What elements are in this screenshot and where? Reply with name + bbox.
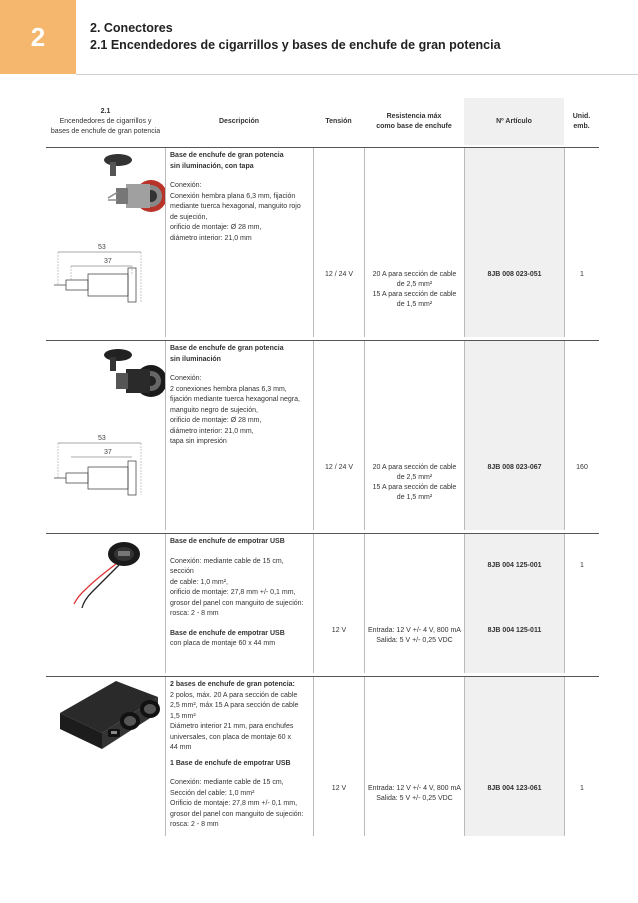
header-category: 2.1 Encendedores de cigarrillos y bases de enchufe de gran potencia xyxy=(50,107,161,135)
article-cell: 8JB 004 123-061 xyxy=(464,677,564,836)
header-resistance: Resistencia máx como base de enchufe xyxy=(376,112,452,130)
header-description: Descripción xyxy=(218,117,260,125)
article-cell: 8JB 008 023-067 xyxy=(464,341,564,530)
article-cell: 8JB 008 023-051 xyxy=(464,148,564,337)
table-header xyxy=(46,98,599,145)
voltage-cell: 12 V xyxy=(313,677,364,836)
table-row xyxy=(46,340,599,530)
usb-socket-image xyxy=(46,534,165,614)
product-image-cell xyxy=(46,534,165,673)
description-cell: Base de enchufe de empotrar USB Conexión: mediante cable de 15 cm, sección de cable: 1,0 mm², orificio de montaje: 27,8 mm +/- 0,1 mm, grosor del panel con manguito de sujeción: rosca: 2 - 8 mm Base de enchufe de empotrar USB con placa de montaje 60 x 44 mm xyxy=(165,534,313,673)
units-cell: 1 xyxy=(564,148,599,337)
resistance-cell: 20 A para sección de cable de 2,5 mm² 15 A para sección de cable de 1,5 mm² xyxy=(364,341,464,530)
section-title: 2.1 Encendedores de cigarrillos y bases de enchufe de gran potencia xyxy=(90,38,501,52)
header-units: Unid. emb. xyxy=(572,112,591,130)
units-cell: 1 xyxy=(564,677,599,836)
technical-drawing xyxy=(46,240,165,332)
dimension-drawing xyxy=(46,431,165,521)
description-cell: Base de enchufe de gran potencia sin iluminación, con tapa Conexión: Conexión hembra plana 6,3 mm, fijación mediante tuerca hexagonal, manguito rojo de sujeción, orificio de montaje: Ø 28 mm, diámetro interior: 21,0 mm xyxy=(165,148,313,337)
chapter-tab: 2 xyxy=(0,0,76,74)
dimension-drawing xyxy=(46,240,165,330)
product-image-cell xyxy=(46,148,165,337)
dim-inner: 37 xyxy=(104,258,112,265)
resistance-cell: 20 A para sección de cable de 2,5 mm² 15 A para sección de cable de 1,5 mm² xyxy=(364,148,464,337)
triple-socket-panel-image xyxy=(46,677,165,757)
header-divider xyxy=(76,74,638,75)
description-cell: Base de enchufe de gran potencia sin iluminación Conexión: 2 conexiones hembra planas 6,3 mm, fijación mediante tuerca hexagonal negra, manguito negro de sujeción, orificio de montaje: Ø 28 mm, diámetro interior: 21,0 mm, tapa sin impresión xyxy=(165,341,313,530)
chapter-title: 2. Conectores xyxy=(90,21,173,35)
description-cell: 2 bases de enchufe de gran potencia: 2 polos, máx. 20 A para sección de cable 2,5 mm², máx 15 A para sección de cable 1,5 mm² Diámetro interior 21 mm, para enchufes universales, con placa de montaje 60 x 44 mm 1 Base de enchufe de empotrar USB Conexión: mediante cable de 15 cm, Sección del cable: 1,0 mm² Orificio de montaje: 27,8 mm +/- 0,1 mm, grosor del panel con manguito de sujeción: rosca: 2 - 8 mm xyxy=(165,677,313,836)
dim-inner: 37 xyxy=(104,449,112,456)
page-header xyxy=(90,20,501,54)
units-cell: 1 xyxy=(564,534,599,673)
table-row xyxy=(46,533,599,673)
units-cell: 160 xyxy=(564,341,599,530)
table-row xyxy=(46,676,599,836)
resistance-cell: Entrada: 12 V +/- 4 V, 800 mA Salida: 5 V +/- 0,25 VDC xyxy=(364,677,464,836)
resistance-cell: Entrada: 12 V +/- 4 V, 800 mA Salida: 5 V +/- 0,25 VDC xyxy=(364,534,464,673)
header-article: Nº Artículo xyxy=(464,98,564,145)
voltage-cell: 12 / 24 V xyxy=(313,341,364,530)
product-image-cell xyxy=(46,677,165,836)
technical-drawing xyxy=(46,431,165,523)
dim-outer: 53 xyxy=(98,244,106,251)
product-image-cell xyxy=(46,341,165,530)
socket-black-image xyxy=(46,341,165,401)
voltage-cell: 12 / 24 V xyxy=(313,148,364,337)
table-row xyxy=(46,147,599,337)
voltage-cell: 12 V xyxy=(313,534,364,673)
article-cell: 8JB 004 125-001 8JB 004 125-011 xyxy=(464,534,564,673)
dim-outer: 53 xyxy=(98,435,106,442)
header-voltage: Tensión xyxy=(325,117,352,125)
